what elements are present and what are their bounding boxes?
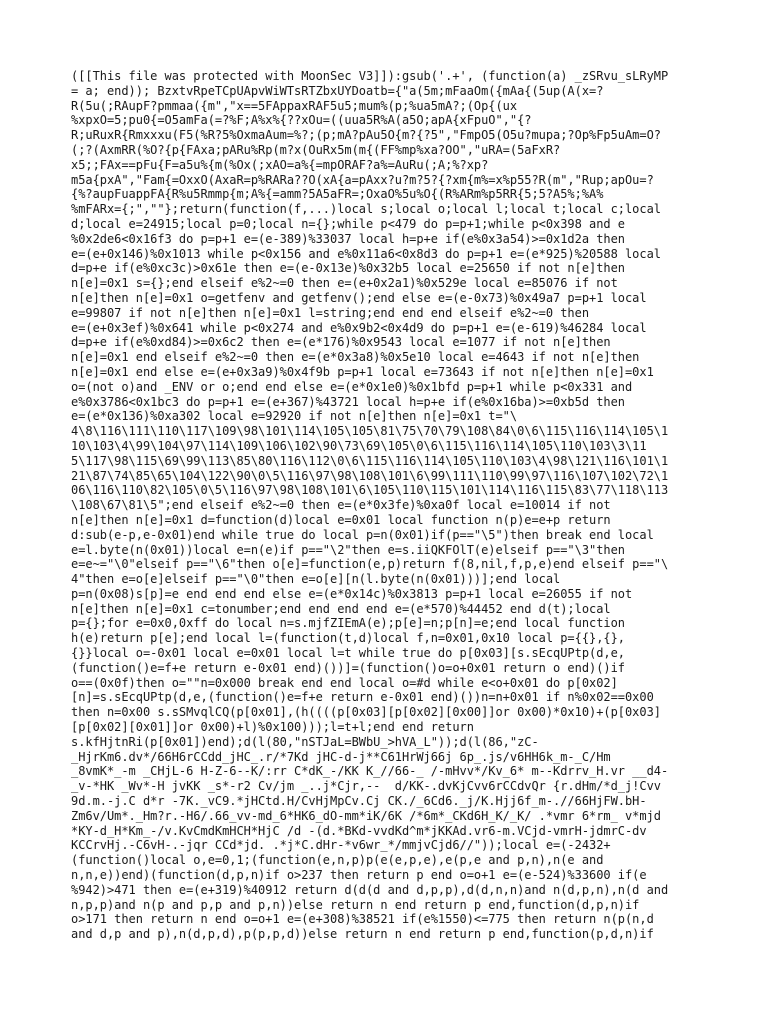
code-line: 4"then e=o[e]elseif p=="\0"then e=o[e][n(l.byte(n(0x01)))];end local bbox=[71, 572, 561, 587]
code-line: %942)>471 then e=(e+319)%40912 return d(d(d and d,p,p),d(d,n,n)and n(d,p,n),n(d and bbox=[71, 882, 669, 897]
code-line: e=(e+0x3ef)%0x641 while p<0x274 and e%0x9b2<0x4d9 do p=p+1 e=(e-619)%46284 local bbox=[71, 320, 647, 335]
code-line: {}}local o=-0x01 local e=0x01 local l=t while true do p[0x03][s.sEcqUPtp(d,e, bbox=[71, 646, 625, 661]
code-line: d=p+e if(e%0xd84)>=0x6c2 then e=(e*176)%0x9543 local e=1077 if not n[e]then bbox=[71, 335, 611, 350]
code-line: 9d.m.-j.C d*r -7K._vC9.*jHCtd.H/CvHjMpCv.Cj CK./_6Cd6._j/K.Hjj6f_m-.//66HjFW.bH- bbox=[71, 794, 647, 809]
code-line: (function()local o,e=0,1;(function(e,n,p)p(e(e,p,e),e(p,e and p,n),n(e and bbox=[71, 853, 604, 868]
code-line: d=p+e if(e%0xc3c)>0x61e then e=(e-0x13e)%0x32b5 local e=25650 if not n[e]then bbox=[71, 261, 625, 276]
code-line: [p[0x02][0x01]]or 0x00)+l)%0x100)));l=t+l;end end return bbox=[71, 720, 474, 735]
code-line: s.kfHjtnRi(p[0x01])end);d(l(80,"nSTJaL=BWbU_>hVA_L"));d(l(86,"zC- bbox=[71, 734, 539, 749]
code-line: _8vmK*_-m _CHjL-6 H-Z-6--K/:rr C*dK_-/KK K_//66-_ /-mHvv*/Kv_6* m--Kdrrv_H.vr __d4- bbox=[71, 764, 669, 779]
code-line: o==(0x0f)then o=""n=0x000 break end end local o=#d while e<o+0x01 do p[0x02] bbox=[71, 675, 618, 690]
code-line: h(e)return p[e];end local l=(function(t,d)local f,n=0x01,0x10 local p={{},{}, bbox=[71, 631, 625, 646]
code-line: (;?(AxmRR(%O?{p{FAxa;pARu%Rp(m?x(OuRx5m(m{(FF%mp%xa?OO","uRA=(5aFxR? bbox=[71, 142, 561, 157]
code-line: p=n(0x08)s[p]=e end end end else e=(e*0x14c)%0x3813 p=p+1 local e=26055 if not bbox=[71, 586, 633, 601]
code-line: and d,p and p),n(d,p,d),p(p,p,d))else return n end return p end,function(p,d,n)if bbox=[71, 927, 654, 942]
code-line: d;local e=24915;local p=0;local n={};while p<479 do p=p+1;while p<0x398 and e bbox=[71, 216, 625, 231]
code-line: 4\8\116\111\110\117\109\98\101\114\105\105\81\75\70\79\108\84\0\6\115\116\114\105\1 bbox=[71, 424, 669, 439]
code-line: \108\67\81\5";end elseif e%2~=0 then e=(e*0x3fe)%0xa0f local e=10014 if not bbox=[71, 498, 611, 513]
code-line: e%0x3786<0x1bc3 do p=p+1 e=(e+367)%43721 local h=p+e if(e%0x16ba)>=0xb5d then bbox=[71, 394, 625, 409]
code-line: m5a{pxA","Fam{=OxxO(AxaR=p%RARa??O(xA{a=pAxx?u?m?5?{?xm{m%=x%p55?R(m","Rup;apOu=? bbox=[71, 172, 654, 187]
code-line: n[e]=0x1 end elseif e%2~=0 then e=(e*0x3a8)%0x5e10 local e=4643 if not n[e]then bbox=[71, 350, 640, 365]
code-line: e=(e+0x146)%0x1013 while p<0x156 and e%0x11a6<0x8d3 do p=p+1 e=(e*925)%20588 local bbox=[71, 246, 661, 261]
code-line: *KY-d_H*Km_-/v.KvCmdKmHCH*HjC /d -(d.*BKd-vvdKd^m*jKKAd.vr6-m.VCjd-vmrH-jdmrC-dv bbox=[71, 823, 647, 838]
code-line: x5;;FAx==pFu{F=a5u%{m(%Ox(;xAO=a%{=mpORAF?a%=AuRu(;A;%?xp? bbox=[71, 157, 489, 172]
code-line: %0x2de6<0x16f3 do p=p+1 e=(e-389)%33037 local h=p+e if(e%0x3a54)>=0x1d2a then bbox=[71, 231, 625, 246]
code-line: e=99807 if not n[e]then n[e]=0x1 l=string;end end end elseif e%2~=0 then bbox=[71, 305, 590, 320]
code-line: p={};for e=0x0,0xff do local n=s.mjfZIEmA(e);p[e]=n;p[n]=e;end local function bbox=[71, 616, 625, 631]
code-line: = a; end)); BzxtvRpeTCpUApvWiWTsRTZbxUYDoatb={"a(5m;mFaaOm({mAa{(5up(A(x=? bbox=[71, 83, 604, 98]
code-line: n[e]then n[e]=0x1 d=function(d)local e=0x01 local function n(p)e=e+p return bbox=[71, 512, 611, 527]
code-line: _v-*HK _Wv*-H jvKK _s*-r2 Cv/jm _..j*Cjr,-- d/KK-.dvKjCvv6rCCdvQr {r.dHm/*d_j!Cvv bbox=[71, 779, 661, 794]
code-document bbox=[71, 69, 711, 942]
code-line: 06\116\110\82\105\0\5\116\97\98\108\101\6\105\110\115\101\114\116\115\83\77\118\113 bbox=[71, 483, 669, 498]
code-line: [n]=s.sEcqUPtp(d,e,(function()e=f+e return e-0x01 end)())n=n+0x01 if n%0x02==0x00 bbox=[71, 690, 654, 705]
code-line: o>171 then return n end o=o+1 e=(e+308)%38521 if(e%1550)<=775 then return n(p(n,d bbox=[71, 912, 654, 927]
code-line: Zm6v/Um*._Hm?r.-H6/.66_vv-md_6*HK6_dO-mm*iK/6K /*6m*_CKd6H_K/_K/ .*vmr 6*rm_ v*mjd bbox=[71, 808, 661, 823]
code-line: n,p,p)and n(p and p,p and p,n))else return n end return p end,function(d,p,n)if bbox=[71, 897, 640, 912]
code-line: n[e]then n[e]=0x1 c=tonumber;end end end end e=(e*570)%44452 end d(t);local bbox=[71, 601, 611, 616]
code-line: 10\103\4\99\104\97\114\109\106\102\90\73\69\105\0\6\115\116\114\105\110\103\3\11 bbox=[71, 438, 647, 453]
code-line: o=(not o)and _ENV or o;end end else e=(e*0x1e0)%0x1bfd p=p+1 while p<0x331 and bbox=[71, 379, 633, 394]
code-line: %xpxO=5;pu0{=O5amFa(=?%F;A%x%{??xOu=((uua5R%A(a5O;apA{xFpuO","{? bbox=[71, 113, 532, 128]
code-line: R;uRuxR{Rmxxxu(F5(%R?5%OxmaAum=%?;(p;mA?pAu5O{m?{?5","FmpO5(O5u?mupa;?Op%Fp5uAm=O? bbox=[71, 128, 661, 143]
code-line: n[e]=0x1 end else e=(e+0x3a9)%0x4f9b p=p+1 local e=73643 if not n[e]then n[e]=0x1 bbox=[71, 364, 654, 379]
code-line: 21\87\74\85\65\104\122\90\0\5\116\97\98\108\101\6\99\111\110\99\97\116\107\102\72\1 bbox=[71, 468, 669, 483]
code-line: d:sub(e-p,e-0x01)end while true do local p=n(0x01)if(p=="\5")then break end local bbox=[71, 527, 654, 542]
code-line: n[e]then n[e]=0x1 o=getfenv and getfenv();end else e=(e-0x73)%0x49a7 p=p+1 local bbox=[71, 290, 647, 305]
code-line: e=l.byte(n(0x01))local e=n(e)if p=="\2"then e=s.iiQKFOlT(e)elseif p=="\3"then bbox=[71, 542, 625, 557]
code-line: e=e~="\0"elseif p=="\6"then o[e]=function(e,p)return f(8,nil,f,p,e)end elseif p=="\ bbox=[71, 557, 669, 572]
code-line: %mFARx={;",""};return(function(f,...)local s;local o;local l;local t;local c;local bbox=[71, 202, 661, 217]
code-line: {%?aupFuappFA{R%u5Rmmp{m;A%{=amm?5A5aFR=;OxaO%5u%O{(R%ARm%p5RR{5;5?A5%;%A% bbox=[71, 187, 604, 202]
code-line: (function()e=f+e return e-0x01 end)())]=(function()o=o+0x01 return o end)()if bbox=[71, 660, 625, 675]
code-line: 5\117\98\115\69\99\113\85\80\116\112\0\6\115\116\114\105\110\103\4\98\121\116\101\1 bbox=[71, 453, 669, 468]
code-line: then n=0x00 s.sSMvqlCQ(p[0x01],(h((((p[0x03][p[0x02][0x00]]or 0x00)*0x10)+(p[0x03] bbox=[71, 705, 661, 720]
code-line: e=(e*0x136)%0xa302 local e=92920 if not n[e]then n[e]=0x1 t="\ bbox=[71, 409, 518, 424]
code-line: _HjrKm6.dv*/66H6rCCdd_jHC_.r/*7Kd jHC-d-j**C61HrWj66j 6p_.js/v6HH6k_m-_C/Hm bbox=[71, 749, 611, 764]
code-line: n[e]=0x1 s={};end elseif e%2~=0 then e=(e+0x2a1)%0x529e local e=85076 if not bbox=[71, 276, 618, 291]
code-line: ([[This file was protected with MoonSec V3]]):gsub('.+', (function(a) _zSRvu_sLRyMP bbox=[71, 69, 669, 83]
code-line: KCCrvHj.-C6vH-.-jqr CCd*jd. .*j*C.dHr-*v6wr_*/mmjvCjd6//"));local e=(-2432+ bbox=[71, 838, 611, 853]
code-line: R(5u(;RAupF?pmmaa({m","x==5FAppaxRAF5u5;mum%(p;%ua5mA?;(Op{(ux bbox=[71, 98, 518, 113]
code-line: n,n,e))end)(function(d,p,n)if o>237 then return p end o=o+1 e=(e-524)%33600 if(e bbox=[71, 868, 647, 883]
